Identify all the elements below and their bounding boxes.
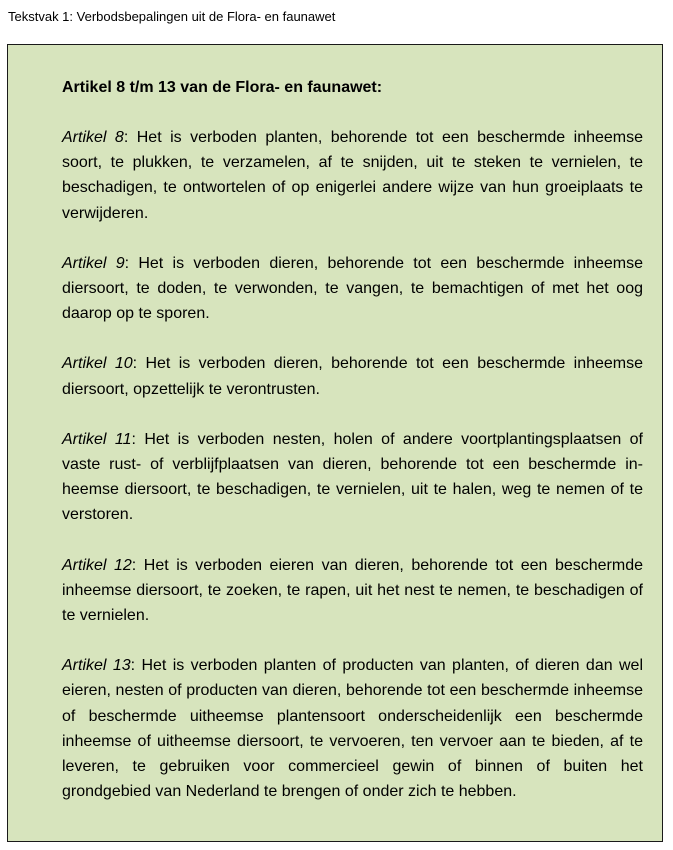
article-13 (62, 653, 643, 804)
article-separator: : (130, 657, 142, 675)
article-separator: : (132, 355, 146, 373)
article-12-ref: Artikel 12 (62, 556, 132, 574)
article-12 (62, 553, 643, 629)
article-13-text: Het is verboden planten of producten van planten, of dieren dan wel eieren, nesten of producten van dieren, behorende tot een beschermde inheemse of beschermde uitheemse plantensoort onderscheidenlijk een beschermde inheemse of uitheemse diersoort, te vervoeren, ten vervoer aan te bieden, af te leveren, te gebruiken voor commercieel gewin of binnen of buiten het grondgebied van Nederland te brengen of onder zich te hebben. (62, 657, 644, 801)
text-box-heading: Artikel 8 t/m 13 van de Flora- en faunawet: (62, 79, 383, 96)
article-10 (62, 351, 643, 401)
article-13-ref: Artikel 13 (62, 657, 131, 675)
text-box-content (62, 75, 643, 804)
article-8-ref: Artikel 8 (62, 129, 124, 146)
article-8-text: Het is verboden planten, behorende tot een beschermde inheemse soort, te plukken, te verzamelen, af te snijden, uit te steken te vernielen, te beschadigen, te ontwortelen of op enigerlei andere wijze van hun groeiplaats te verwijderen. (62, 129, 644, 222)
textbox-caption: Tekstvak 1: Verbodsbepalingen uit de Flora- en faunawet (8, 9, 336, 24)
article-11 (62, 427, 643, 528)
article-11-ref: Artikel 11 (62, 430, 132, 448)
text-box (7, 44, 663, 842)
article-8 (62, 125, 643, 226)
article-10-text: Het is verboden dieren, behorende tot een beschermde inheemse diersoort, opzettelijk te verontrusten. (62, 355, 644, 398)
article-separator: : (123, 129, 137, 146)
article-separator: : (131, 556, 144, 574)
article-separator: : (131, 430, 145, 448)
article-separator: : (124, 254, 139, 272)
article-9-text: Het is verboden dieren, behorende tot een beschermde inheemse diersoort, te doden, te verwonden, te vangen, te bemachtigen of met het oog daarop op te sporen. (62, 254, 644, 323)
article-11-text: Het is verboden nesten, holen of andere voortplantingsplaatsen of vaste rust- of verblijfplaatsen van dieren, behorende tot een beschermde inheemse diersoort, te beschadigen, te vernielen, uit te halen, weg te nemen of te verstoren. (62, 430, 643, 524)
article-12-text: Het is verboden eieren van dieren, behorende tot een beschermde inheemse diersoort, te zoeken, te rapen, uit het nest te nemen, te beschadigen of te vernielen. (62, 556, 644, 625)
article-9 (62, 251, 643, 327)
article-9-ref: Artikel 9 (62, 254, 125, 272)
article-10-ref: Artikel 10 (62, 355, 133, 373)
